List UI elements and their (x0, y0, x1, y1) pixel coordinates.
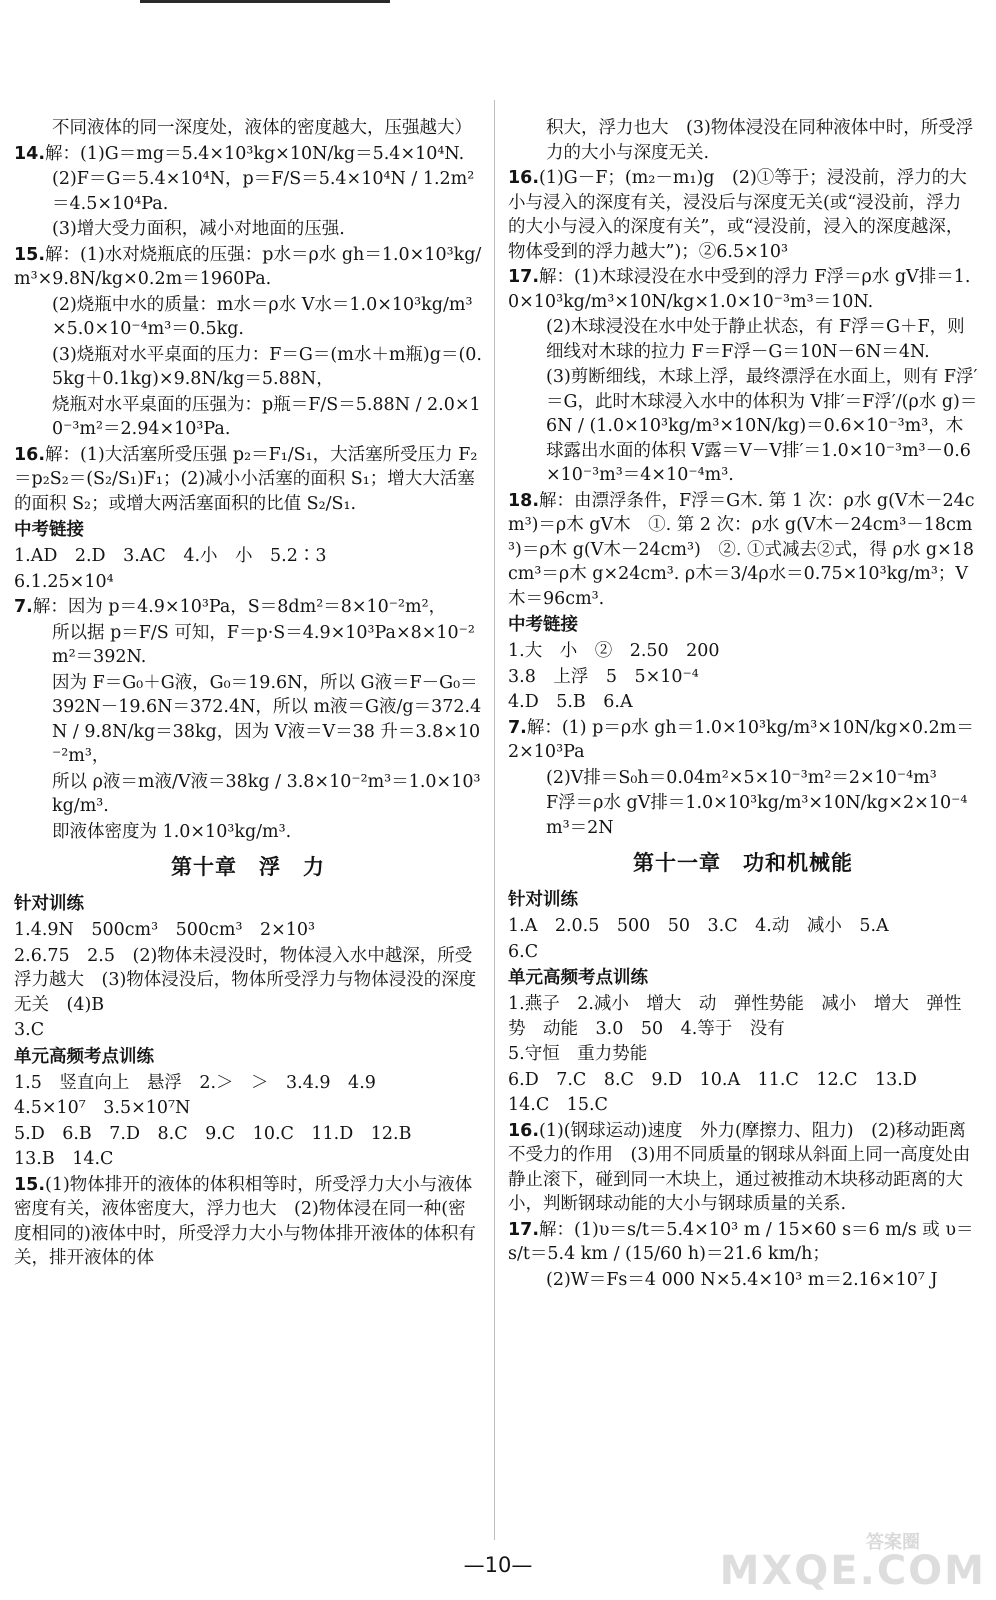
answer-line: 3.C (14, 1020, 45, 1040)
answer-line: 1.大 小 ② 2.50 200 (508, 641, 720, 661)
answer-line: 6.C (508, 941, 539, 962)
watermark-logo-text: 答案圈 (866, 1532, 920, 1553)
answer-line: 5.守恒 重力势能 (508, 1044, 648, 1064)
answer-line: 4.D 5.B 6.A (508, 692, 633, 712)
answer-item (14, 1173, 482, 1271)
answer-line: 因为 F＝G₀＋G液，G₀＝19.6N，所以 G液＝F－G₀＝392N－19.6N＝372.4N，所以 m液＝G液/g＝372.4N / 9.8N/kg＝38kg，因为 V液＝V＝38 升＝3.8×10⁻²m³， (52, 672, 482, 766)
answer-text: (1)G－F；(m₂－m₁)g (2)①等于；浸没前，浮力的大小与浸入的深度有关，浸没后与深度无关(或“浸没前，浮力的大小与浸入的深度有关”，或“浸没前，浸入的深度越深，物体受到的浮力越大”)；②6.5×10³ (508, 168, 967, 262)
answer-text: 解：(1)G＝mg＝5.4×10³kg×10N/kg＝5.4×10⁴N. (45, 143, 465, 164)
answer-item (14, 443, 482, 517)
question-number: 7. (14, 597, 33, 617)
chapter-title: 第十一章 功和机械能 (633, 851, 853, 875)
column-divider (494, 100, 495, 1540)
section-heading: 针对训练 (508, 890, 578, 910)
question-number: 7. (508, 717, 527, 738)
answer-item (508, 166, 978, 264)
answer-item (508, 1119, 984, 1217)
section-heading: 单元高频考点训练 (508, 968, 648, 988)
answer-line: 1.AD 2.D 3.AC 4.小 小 5.2∶3 (14, 546, 327, 566)
answer-text: 解：(1) p＝ρ水 gh＝1.0×10³kg/m³×10N/kg×0.2m＝2×10³Pa (508, 717, 974, 762)
watermark: MXQE.COM (719, 1548, 986, 1594)
section-heading: 单元高频考点训练 (14, 1046, 154, 1067)
answer-line: 3.8 上浮 5 5×10⁻⁴ (508, 666, 699, 687)
answer-line: (3)烧瓶对水平桌面的压力：F＝G＝(m水＋m瓶)g＝(0.5kg＋0.1kg)×9.8N/kg＝5.88N， (52, 344, 482, 389)
answer-line: 6.1.25×10⁴ (14, 571, 114, 592)
answer-line: 所以 ρ液＝m液/V液＝38kg / 3.8×10⁻²m³＝1.0×10³kg/m³. (52, 771, 481, 816)
answer-text: 解：(1)υ＝s/t＝5.4×10³ m / 15×60 s＝6 m/s 或 υ＝s/t＝5.4 km / (15/60 h)＝21.6 km/h； (508, 1219, 974, 1264)
answer-line: (2)V排＝S₀h＝0.04m²×5×10⁻³m²＝2×10⁻⁴m³ (546, 767, 937, 788)
question-number: 17. (508, 1219, 540, 1240)
answer-line: 所以据 p＝F/S 可知，F＝p·S＝4.9×10³Pa×8×10⁻²m²＝392N. (52, 622, 475, 667)
answer-line: 不同液体的同一深度处，液体的密度越大，压强越大） (52, 118, 472, 138)
question-number: 15. (14, 1174, 46, 1195)
answer-line: 即液体密度为 1.0×10³kg/m³. (52, 821, 292, 842)
answer-line: 13.B 14.C (14, 1149, 114, 1169)
section-heading: 中考链接 (508, 615, 578, 635)
answer-line: (2)W＝Fs＝4 000 N×5.4×10³ m＝2.16×10⁷ J (546, 1269, 938, 1290)
question-number: 16. (508, 1120, 540, 1141)
question-number: 14. (14, 143, 46, 164)
answer-line: 积大，浮力也大 (3)物体浸没在同种液体中时，所受浮力的大小与深度无关. (546, 118, 974, 163)
answer-line: (3)增大受力面积，减小对地面的压强. (52, 219, 345, 239)
answer-line: 烧瓶对水平桌面的压强为：p瓶＝F/S＝5.88N / 2.0×10⁻³m²＝2.94×10³Pa. (52, 394, 481, 439)
answer-line: (2)F＝G＝5.4×10⁴N，p＝F/S＝5.4×10⁴N / 1.2m²＝4.5×10⁴Pa. (52, 169, 475, 214)
answer-item (508, 489, 978, 612)
answer-item (14, 142, 482, 167)
answer-line: 4.5×10⁷ 3.5×10⁷N (14, 1098, 191, 1118)
section-heading: 针对训练 (14, 894, 84, 914)
answer-line: 5.D 6.B 7.D 8.C 9.C 10.C 11.D 12.B (14, 1123, 412, 1144)
answer-item (508, 265, 978, 314)
question-number: 18. (508, 490, 540, 511)
answer-text: 解：(1)水对烧瓶底的压强：p水＝ρ水 gh＝1.0×10³kg/m³×9.8N/kg×0.2m＝1960Pa. (14, 244, 482, 289)
answer-line: (3)剪断细线，木球上浮，最终漂浮在水面上，则有 F浮′＝G，此时木球浸入水中的体积为 V排′＝F浮′/(ρ水 g)＝6N / (1.0×10³kg/m³×10N/kg)＝0.6×10⁻³m³，木球露出水面的体积 V露＝V－V排′＝1.0×10⁻³m³－0.6×10⁻³m³＝4×10⁻⁴m³. (546, 367, 978, 485)
answer-line: 14.C 15.C (508, 1095, 608, 1115)
section-heading: 中考链接 (14, 520, 84, 540)
question-number: 16. (14, 444, 46, 465)
answer-line: (2)木球浸没在水中处于静止状态，有 F浮＝G＋F，则细线对木球的拉力 F＝F浮－G＝10N－6N＝4N. (546, 317, 965, 362)
answer-line: 2.6.75 2.5 (2)物体未浸没时，物体浸入水中越深，所受浮力越大 (3)物体浸没后，物体所受浮力与物体浸没的深度无关 (4)B (14, 945, 477, 1015)
answer-item (508, 716, 978, 765)
answer-text: (1)物体排开的液体的体积相等时，所受浮力大小与液体密度有关，液体密度大，浮力也大 (2)物体浸在同一种(密度相同的)液体中时，所受浮力大小与物体排开液体的体积有关，排开液体的体 (14, 1174, 476, 1268)
answer-text: 解：(1)大活塞所受压强 p₂＝F₁/S₁，大活塞所受压力 F₂＝p₂S₂＝(S₂/S₁)F₁；(2)减小小活塞的面积 S₁；增大大活塞的面积 S₂；或增大两活塞面积的比值 S₂/S₁. (14, 444, 478, 514)
answer-line: (2)烧瓶中水的质量：m水＝ρ水 V水＝1.0×10³kg/m³×5.0×10⁻⁴m³＝0.5kg. (52, 294, 473, 339)
chapter-title: 第十章 浮 力 (171, 855, 325, 879)
answer-text: 解：因为 p＝4.9×10³Pa，S＝8dm²＝8×10⁻²m²， (32, 597, 447, 617)
answer-item (508, 1218, 978, 1267)
answer-line: 1.5 竖直向上 悬浮 2.＞ ＞ 3.4.9 4.9 (14, 1072, 376, 1093)
right-column (508, 116, 984, 1293)
question-number: 15. (14, 244, 46, 265)
left-column (14, 116, 482, 1272)
answer-line: 1.燕子 2.减小 增大 动 弹性势能 减小 增大 弹性势 动能 3.0 50 4.等于 没有 (508, 994, 962, 1039)
answer-line: 1.A 2.0.5 500 50 3.C 4.动 减小 5.A (508, 916, 889, 936)
answer-line: 6.D 7.C 8.C 9.D 10.A 11.C 12.C 13.D (508, 1069, 917, 1090)
question-number: 17. (508, 267, 540, 287)
answer-text: 解：由漂浮条件，F浮＝G木. 第 1 次：ρ水 g(V木－24cm³)＝ρ木 gV木 ①. 第 2 次：ρ水 g(V木－24cm³－18cm³)＝ρ木 g(V木－24cm³) ②. ①式减去②式，得 ρ水 g×18cm³＝ρ木 g×24cm³. ρ木＝3/4ρ水＝0.75×10³kg/m³；V木＝96cm³. (508, 490, 975, 609)
page-number: —10— (463, 1553, 533, 1577)
top-rule (140, 0, 390, 3)
question-number: 16. (508, 168, 540, 188)
answer-text: (1)(钢球运动)速度 外力(摩擦力、阻力) (2)移动距离 不受力的作用 (3)用不同质量的钢球从斜面上同一高度处由静止滚下，碰到同一木块上，通过被推动木块移动距离的大小，判断钢球动能的大小与钢球质量的关系. (508, 1120, 984, 1214)
answer-item (14, 595, 482, 620)
answer-item (14, 243, 482, 292)
answer-line: 1.4.9N 500cm³ 500cm³ 2×10³ (14, 920, 316, 940)
answer-text: 解：(1)木球浸没在水中受到的浮力 F浮＝ρ水 gV排＝1.0×10³kg/m³×10N/kg×1.0×10⁻³m³＝10N. (508, 267, 971, 312)
answer-line: F浮＝ρ水 gV排＝1.0×10³kg/m³×10N/kg×2×10⁻⁴m³＝2N (546, 793, 968, 838)
